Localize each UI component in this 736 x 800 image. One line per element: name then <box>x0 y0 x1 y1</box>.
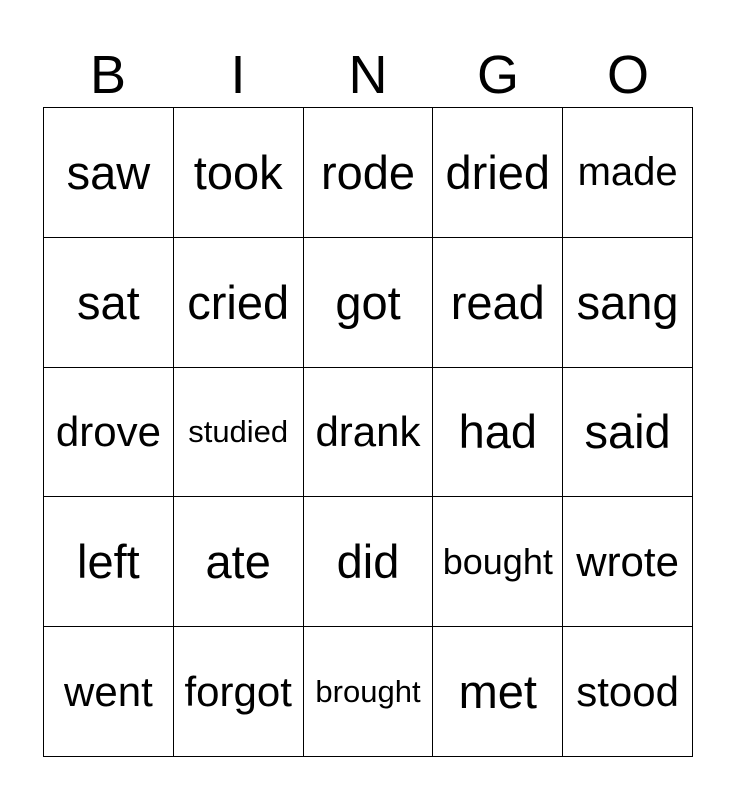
header-letter-g: G <box>476 45 519 105</box>
bingo-cell[interactable]: cried <box>174 238 304 368</box>
bingo-cell[interactable]: brought <box>304 627 434 757</box>
bingo-cell[interactable]: did <box>304 497 434 627</box>
bingo-cell[interactable]: made <box>563 108 693 238</box>
bingo-cell[interactable]: sat <box>44 238 174 368</box>
bingo-cell[interactable]: had <box>433 368 563 498</box>
bingo-cell[interactable]: sang <box>563 238 693 368</box>
bingo-cell[interactable]: left <box>44 497 174 627</box>
bingo-cell[interactable]: went <box>44 627 174 757</box>
header-letter-o: O <box>606 45 649 105</box>
bingo-cell[interactable]: saw <box>44 108 174 238</box>
bingo-cell[interactable]: ate <box>174 497 304 627</box>
bingo-header <box>43 44 693 106</box>
bingo-board <box>43 107 693 757</box>
bingo-cell[interactable]: studied <box>174 368 304 498</box>
header-letter-b: B <box>89 45 127 105</box>
bingo-cell[interactable]: took <box>174 108 304 238</box>
bingo-cell[interactable]: met <box>433 627 563 757</box>
bingo-cell[interactable]: stood <box>563 627 693 757</box>
bingo-cell[interactable]: read <box>433 238 563 368</box>
bingo-cell[interactable]: said <box>563 368 693 498</box>
header-letter-n: N <box>348 45 388 105</box>
header-letter-i: I <box>230 45 246 105</box>
bingo-cell[interactable]: forgot <box>174 627 304 757</box>
bingo-cell[interactable]: dried <box>433 108 563 238</box>
bingo-cell[interactable]: bought <box>433 497 563 627</box>
bingo-cell[interactable]: drank <box>304 368 434 498</box>
bingo-cell[interactable]: got <box>304 238 434 368</box>
bingo-cell[interactable]: wrote <box>563 497 693 627</box>
bingo-cell[interactable]: drove <box>44 368 174 498</box>
bingo-cell[interactable]: rode <box>304 108 434 238</box>
